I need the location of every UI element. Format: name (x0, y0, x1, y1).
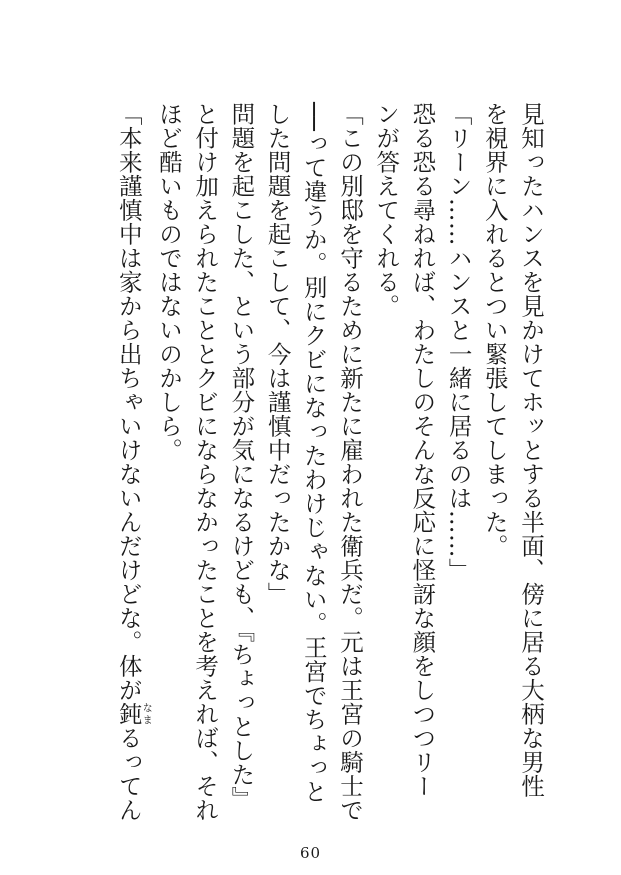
text-line: 恐る恐る尋ねれば、わたしのそんな反応に怪訝な顔をしつつリー (408, 102, 437, 798)
text-line: 見知ったハンスを見かけてホッとする半面、傍に居る大柄な男性 (517, 102, 545, 798)
text-segment: 「本来謹慎中は家から出ちゃいけないんだけどな。体が (114, 102, 143, 702)
text-line: ──って違うか。別にクビになったわけじゃない。王宮でちょっと (299, 102, 328, 804)
text-line: ンが答えてくれる。 (372, 102, 401, 318)
text-line: と付け加えられたこととクビにならなかったことを考えれば、それ (191, 102, 220, 822)
text-segment: るってん (114, 726, 143, 822)
page-number: 60 (299, 844, 322, 862)
text-line: 「リーン……ハンスと一緒に居るのは……」 (444, 102, 473, 582)
ruby-word (114, 702, 152, 726)
ruby-reading: なま (140, 702, 152, 726)
ruby-base: 鈍 (114, 702, 143, 726)
text-line-last (111, 102, 152, 822)
novel-text-block (64, 102, 549, 822)
text-line: 「この別邸を守るために新たに雇われた衛兵だ。元は王宮の騎士で (335, 102, 364, 822)
text-line: ほど酷いものではないのかしら。 (154, 102, 183, 462)
text-line: した問題を起こして、今は謹慎中だったかな」 (263, 102, 292, 606)
text-line: を視界に入れるとつい緊張してしまった。 (480, 102, 509, 558)
text-line: 問題を起こした、という部分が気になるけども、『ちょっとした』 (227, 102, 256, 811)
